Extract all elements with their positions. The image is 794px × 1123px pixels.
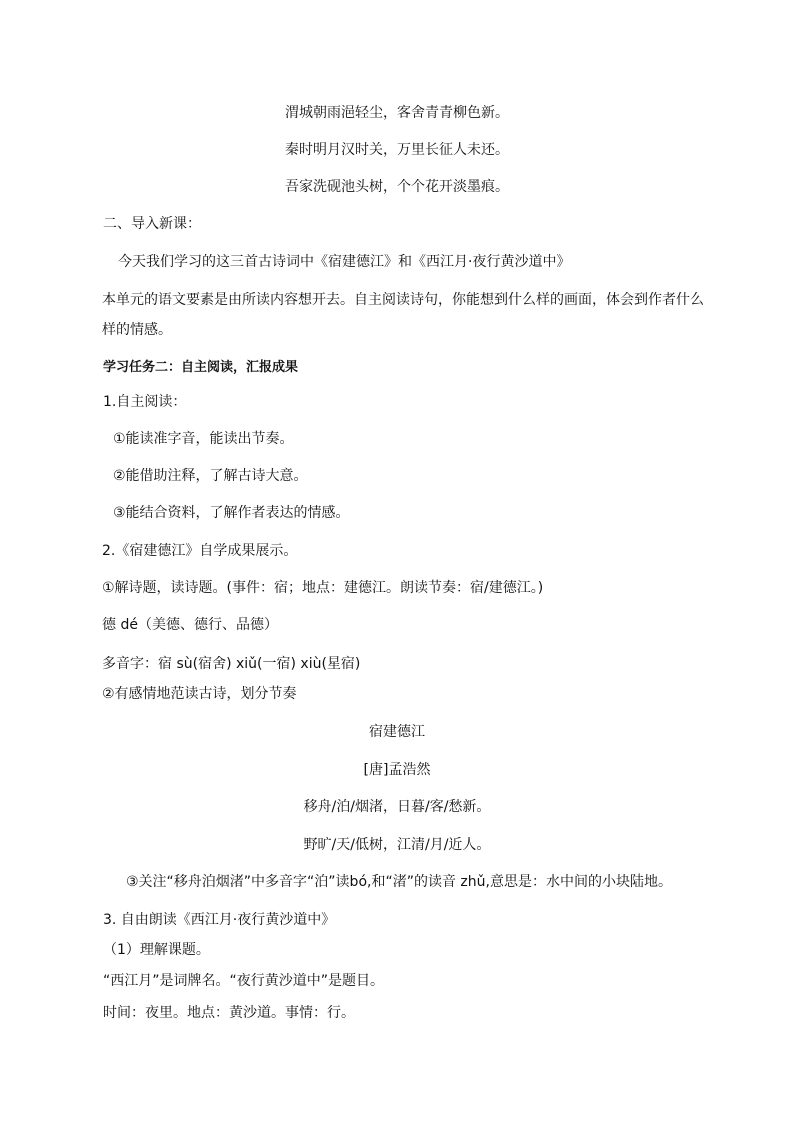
section-heading-intro: 二、导入新课： (103, 216, 201, 232)
poem-author: [唐]孟浩然 (363, 762, 431, 778)
step-1: ①解诗题，读诗题。(事件：宿；地点：建德江。朗读节奏：宿/建德江。) (102, 580, 544, 596)
paragraph-line-2: 样的情感。 (102, 322, 172, 338)
subitem-3: ③能结合资料，了解作者表达的情感。 (113, 505, 350, 521)
poem-line-2: 野旷/天/低树，江清/月/近人。 (303, 837, 491, 853)
step-3: ③关注“移舟泊烟渚”中多音字“泊”读bó,和“渚”的读音 zhǔ,意思是：水中间的小块陆地。 (126, 874, 672, 890)
time-place-line: 时间：夜里。地点：黄沙道。事情：行。 (103, 1005, 355, 1021)
step-2: ②有感情地范读古诗，划分节奏 (102, 686, 297, 702)
poem-intro-line-2: 秦时明月汉时关，万里长征人未还。 (285, 142, 509, 158)
paragraph-line-1: 本单元的语文要素是由所读内容想开去。自主阅读诗句，你能想到什么样的画面，体会到作者什么 (102, 292, 704, 308)
intro-sentence: 今天我们学习的这三首古诗词中《宿建德江》和《西江月·夜行黄沙道中》 (118, 254, 571, 270)
poem-title: 宿建德江 (369, 724, 425, 740)
item-3: 3. 自由朗读《西江月·夜行黄沙道中》 (103, 912, 336, 928)
poem-intro-line-1: 渭城朝雨浥轻尘，客舍青青柳色新。 (285, 105, 509, 121)
item-1: 1.自主阅读： (103, 394, 187, 410)
poem-intro-line-3: 吾家洗砚池头树，个个花开淡墨痕。 (285, 179, 509, 195)
sub-question-1: （1）理解课题。 (103, 942, 210, 958)
item-2: 2.《宿建德江》自学成果展示。 (102, 543, 298, 559)
polyphone-note: 多音字：宿 sù(宿舍) xiǔ(一宿) xiù(星宿) (102, 656, 361, 672)
de-character-note: 德 dé（美德、德行、品德） (102, 617, 278, 633)
subitem-2: ②能借助注释，了解古诗大意。 (113, 468, 308, 484)
poem-line-1: 移舟/泊/烟渚，日暮/客/愁新。 (303, 799, 491, 815)
title-explanation: “西江月”是词牌名。“夜行黄沙道中”是题目。 (103, 973, 385, 989)
subitem-1: ①能读准字音，能读出节奏。 (113, 431, 294, 447)
task-heading: 学习任务二：自主阅读，汇报成果 (103, 360, 299, 375)
